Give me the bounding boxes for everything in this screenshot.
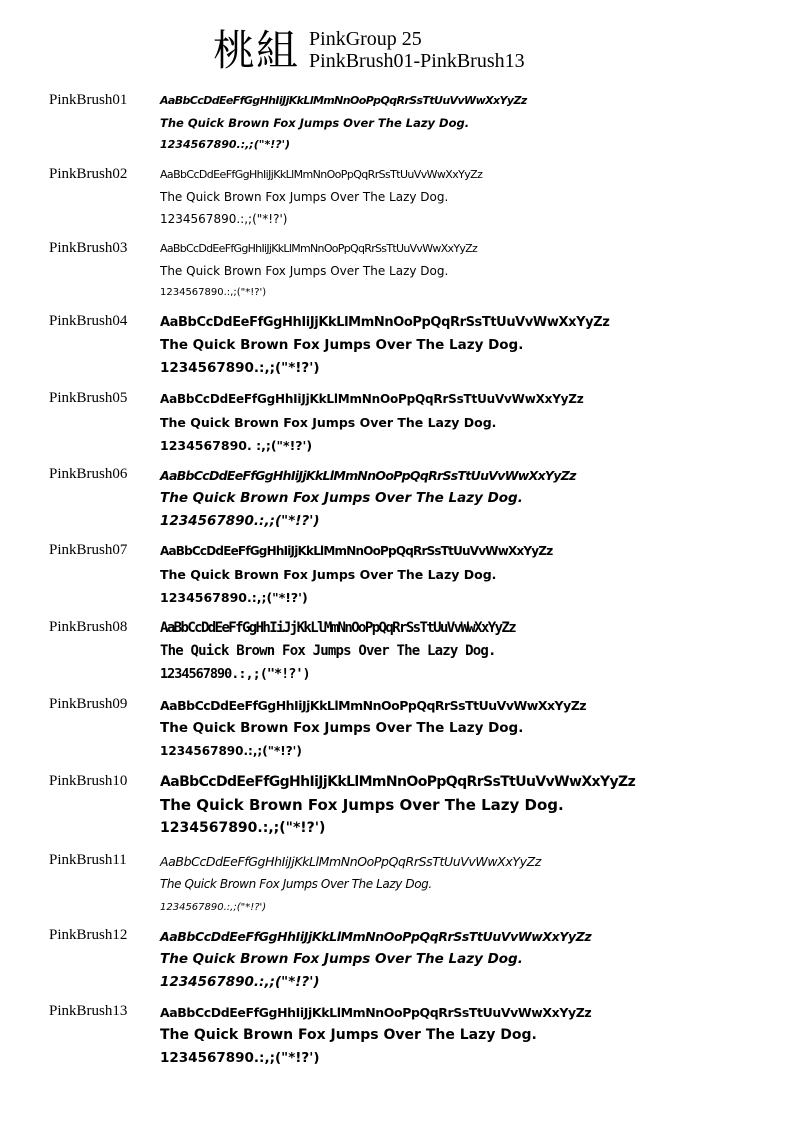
font-sample [160,311,609,380]
pangram-line: The Quick Brown Fox Jumps Over The Lazy Dog. [160,190,449,204]
pangram-line: The Quick Brown Fox Jumps Over The Lazy Dog. [160,415,497,430]
font-name: PinkBrush06 [49,466,128,482]
alphabet-line: AaBbCcDdEeFfGgHhIiJjKkLlMmNnOoPpQqRrSsTtUuVvWwXxYyZz [160,774,636,790]
alphabet-line: AaBbCcDdEeFfGgHhIiJjKkLlMmNnOoPpQqRrSsTtUuVvWwXxYyZz [160,94,527,107]
alphabet-line: AaBbCcDdEeFfGgHhIiJjKkLlMmNnOoPpQqRrSsTtUuVvWwXxYyZz [160,544,553,558]
digits-line: 1234567890.:,;("*!?') [160,287,267,298]
digits-line: 1234567890.:,;("*!?') [160,360,320,376]
alphabet-line: AaBbCcDdEeFfGgHhIiJjKkLlMmNnOoPpQqRrSsTtUuVvWwXxYyZz [160,698,587,713]
digits-line: 1234567890.:,;("*!?') [160,590,308,605]
pangram-line: The Quick Brown Fox Jumps Over The Lazy Dog. [160,116,470,130]
alphabet-line: AaBbCcDdEeFfGgHhIiJjKkLlMmNnOoPpQqRrSsTtUuVvWwXxYyZz [160,168,483,181]
digits-line: 1234567890.:,;("*!?') [160,820,326,836]
font-name: PinkBrush04 [49,313,128,329]
alphabet-line: AaBbCcDdEeFfGgHhIiJjKkLlMmNnOoPpQqRrSsTtUuVvWwXxYyZz [160,242,478,255]
digits-line: 1234567890. :,;("*!?') [160,438,313,453]
alphabet-line: AaBbCcDdEeFfGgHhIiJjKkLlMmNnOoPpQqRrSsTtUuVvWwXxYyZz [160,315,610,330]
alphabet-line: AaBbCcDdEeFfGgHhIiJjKkLlMmNnOoPpQqRrSsTtUuVvWwXxYyZz [160,854,541,869]
font-sample [160,694,586,763]
pangram-line: The Quick Brown Fox Jumps Over The Lazy Dog. [160,567,497,582]
font-name: PinkBrush03 [49,240,128,256]
pangram-line: The Quick Brown Fox Jumps Over The Lazy Dog. [160,877,432,891]
header-text [309,28,525,72]
pangram-line: The Quick Brown Fox Jumps Over The Lazy Dog. [160,643,496,659]
font-name: PinkBrush07 [49,542,128,558]
font-sample [160,388,584,457]
group-title: PinkGroup 25 [309,28,422,50]
font-sample [160,90,527,156]
alphabet-line: AaBbCcDdEeFfGgHhIiJjKkLlMmNnOoPpQqRrSsTtUuVvWwXxYyZz [160,468,576,483]
pangram-line: The Quick Brown Fox Jumps Over The Lazy Dog. [160,1027,537,1043]
pangram-line: The Quick Brown Fox Jumps Over The Lazy Dog. [160,720,524,736]
pangram-line: The Quick Brown Fox Jumps Over The Lazy Dog. [160,951,523,967]
pangram-line: The Quick Brown Fox Jumps Over The Lazy Dog. [160,796,564,814]
digits-line: 1234567890.:,;("*!?') [160,1050,320,1066]
font-sample [160,540,552,609]
group-kanji-title: 桃組 [213,26,300,75]
font-name: PinkBrush13 [49,1003,128,1019]
pangram-line: The Quick Brown Fox Jumps Over The Lazy Dog. [160,490,523,506]
font-sample [160,164,482,230]
font-range: PinkBrush01-PinkBrush13 [309,50,525,72]
digits-line: 1234567890.:,;("*!?') [160,902,267,913]
alphabet-line: AaBbCcDdEeFfGgHhIiJjKkLlMmNnOoPpQqRrSsTtUuVvWwXxYyZz [160,620,516,636]
font-name: PinkBrush01 [49,92,128,108]
font-sample [160,850,541,919]
digits-line: 1234567890.:,;("*!?') [160,212,288,226]
font-name: PinkBrush12 [49,927,128,943]
page-header [213,26,525,76]
digits-line: 1234567890.:,;("*!?') [160,974,320,990]
font-sample [160,238,477,304]
digits-line: 1234567890.:,;("*!?') [160,138,290,151]
font-name: PinkBrush08 [49,619,128,635]
font-sample [160,617,515,686]
font-sample [160,1001,591,1070]
pangram-line: The Quick Brown Fox Jumps Over The Lazy Dog. [160,337,524,353]
font-name: PinkBrush10 [49,773,128,789]
font-name: PinkBrush09 [49,696,128,712]
pangram-line: The Quick Brown Fox Jumps Over The Lazy Dog. [160,264,449,278]
alphabet-line: AaBbCcDdEeFfGgHhIiJjKkLlMmNnOoPpQqRrSsTtUuVvWwXxYyZz [160,929,592,944]
digits-line: 1234567890.:,;("*!?') [160,513,320,529]
alphabet-line: AaBbCcDdEeFfGgHhIiJjKkLlMmNnOoPpQqRrSsTtUuVvWwXxYyZz [160,1005,592,1020]
digits-line: 1234567890.:,;("*!?') [160,666,310,682]
font-name: PinkBrush02 [49,166,128,182]
font-sample [160,464,576,533]
alphabet-line: AaBbCcDdEeFfGgHhIiJjKkLlMmNnOoPpQqRrSsTtUuVvWwXxYyZz [160,392,584,406]
font-name: PinkBrush11 [49,852,127,868]
font-sample [160,925,591,994]
font-sample [160,771,635,840]
font-name: PinkBrush05 [49,390,128,406]
digits-line: 1234567890.:,;("*!?') [160,744,302,758]
